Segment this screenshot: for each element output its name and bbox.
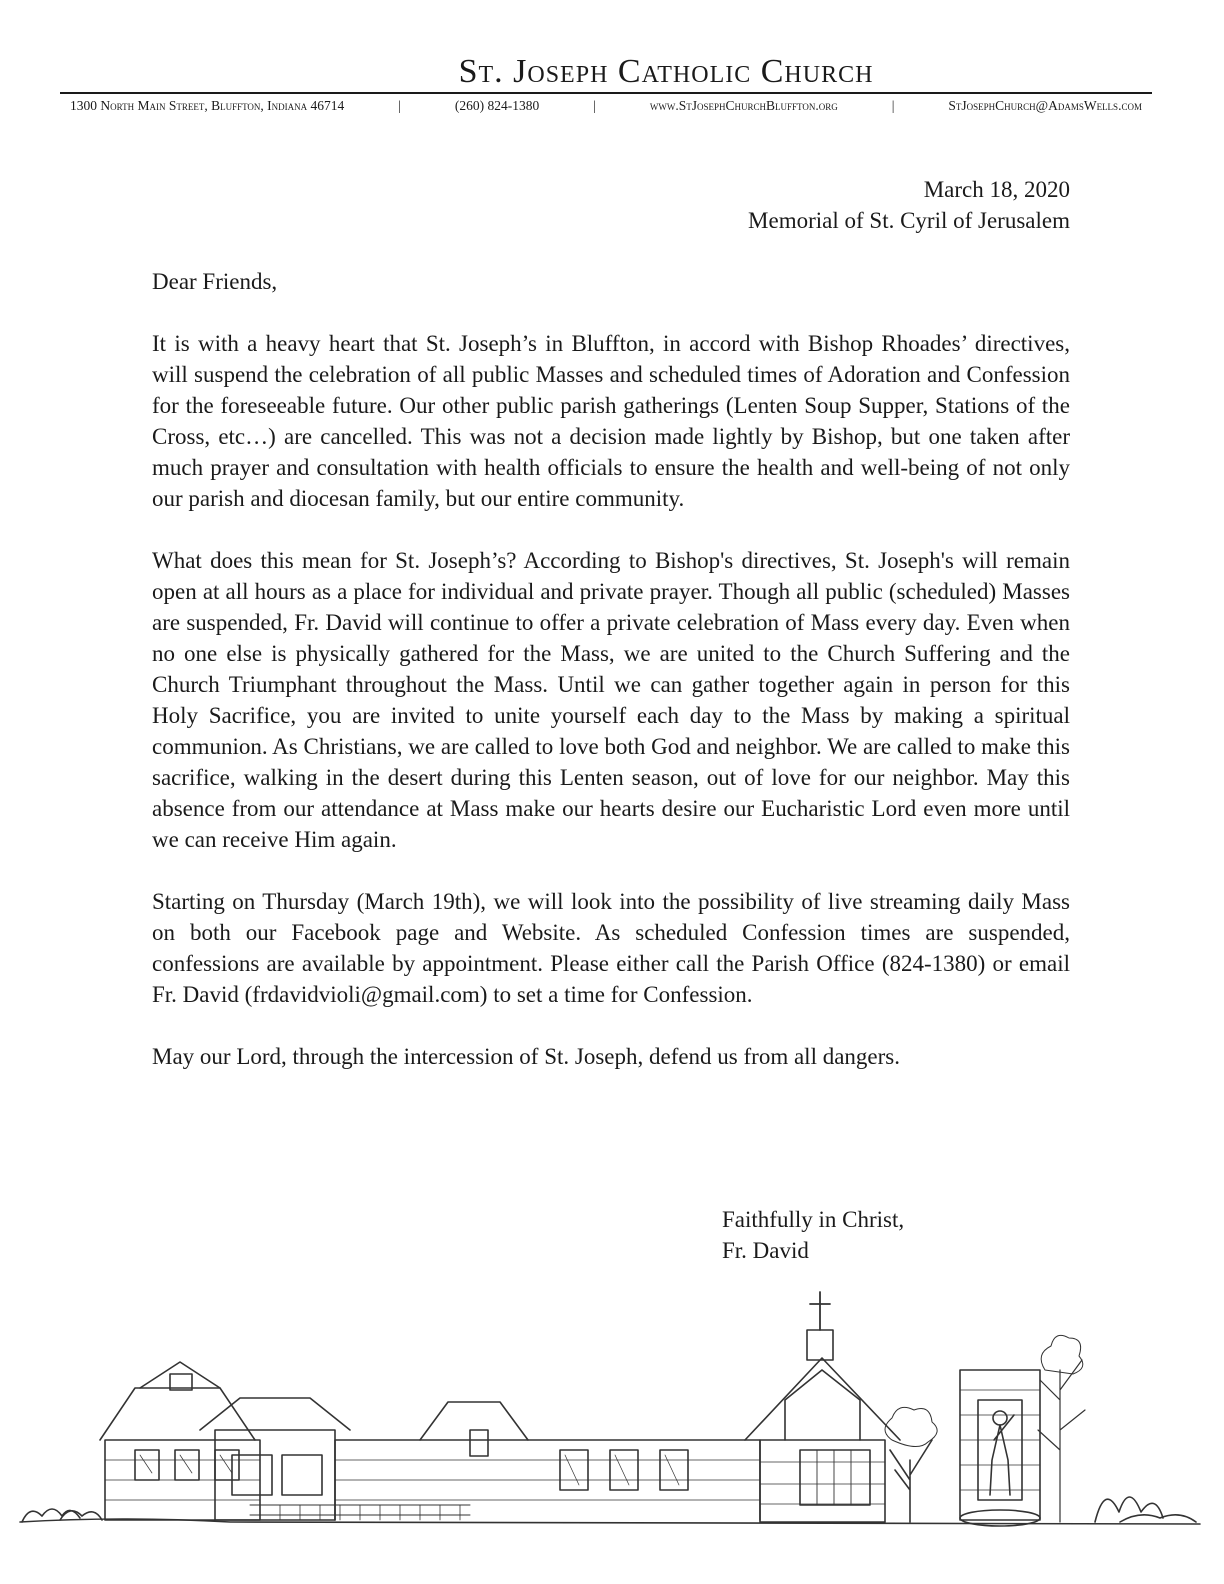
letter-body (152, 266, 1070, 1103)
closing (722, 1204, 904, 1266)
church-phone: (260) 824-1380 (454, 98, 540, 113)
paragraph-blessing: May our Lord, through the intercession of St. Joseph, defend us from all dangers. (152, 1044, 900, 1069)
signature: Fr. David (722, 1238, 809, 1263)
church-website: www.StJosephChurchBluffton.org (649, 98, 838, 113)
letterhead (60, 52, 1152, 114)
church-building-drawing (0, 1290, 1224, 1584)
memorial-line: Memorial of St. Cyril of Jerusalem (748, 208, 1070, 233)
separator: | (398, 98, 401, 113)
church-email: StJosephChurch@AdamsWells.com (948, 98, 1142, 113)
separator: | (593, 98, 596, 113)
letterhead-rule (60, 92, 1152, 94)
paragraph-streaming: Starting on Thursday (March 19th), we will look into the possibility of live streaming daily Mass on both our Facebook page and Website. As scheduled Confession times are suspended, confessions are available by appointment. Please either call the Parish Office (824-1380) or email Fr. David (frdavidvioli@gmail.com) to set a time for Confession. (152, 889, 1070, 1007)
church-name: St. Joseph Catholic Church (458, 53, 874, 90)
date-block (748, 174, 1070, 236)
contact-line (60, 98, 1152, 114)
salutation: Dear Friends, (152, 269, 278, 294)
paragraph-announcement: It is with a heavy heart that St. Joseph’s in Bluffton, in accord with Bishop Rhoades’ directives, will suspend the celebration of all public Masses and scheduled times of Adoration and Confession for the foreseeable future. Our other public parish gatherings (Lenten Soup Supper, Stations of the Cross, etc…) are cancelled. This was not a decision made lightly by Bishop, but one taken after much prayer and consultation with health officials to ensure the health and well-being of not only our parish and diocesan family, but our entire community. (152, 331, 1070, 511)
letter-date: March 18, 2020 (923, 177, 1070, 202)
valediction: Faithfully in Christ, (722, 1207, 905, 1232)
separator: | (891, 98, 895, 113)
church-address: 1300 North Main Street, Bluffton, Indiana 46714 (70, 98, 345, 113)
paragraph-meaning: What does this mean for St. Joseph’s? According to Bishop's directives, St. Joseph's will remain open at all hours as a place for individual and private prayer. Though all public (scheduled) Masses are suspended, Fr. David will continue to offer a private celebration of Mass every day. Even when no one else is physically gathered for the Mass, we are united to the Church Suffering and the Church Triumphant throughout the Mass. Until we can gather together again in person for this Holy Sacrifice, you are invited to unite yourself each day to the Mass by making a spiritual communion. As Christians, we are called to love both God and neighbor. We are called to make this sacrifice, walking in the desert during this Lenten season, out of love for our neighbor. May this absence from our attendance at Mass make our hearts desire our Eucharistic Lord even more until we can receive Him again. (152, 548, 1070, 852)
